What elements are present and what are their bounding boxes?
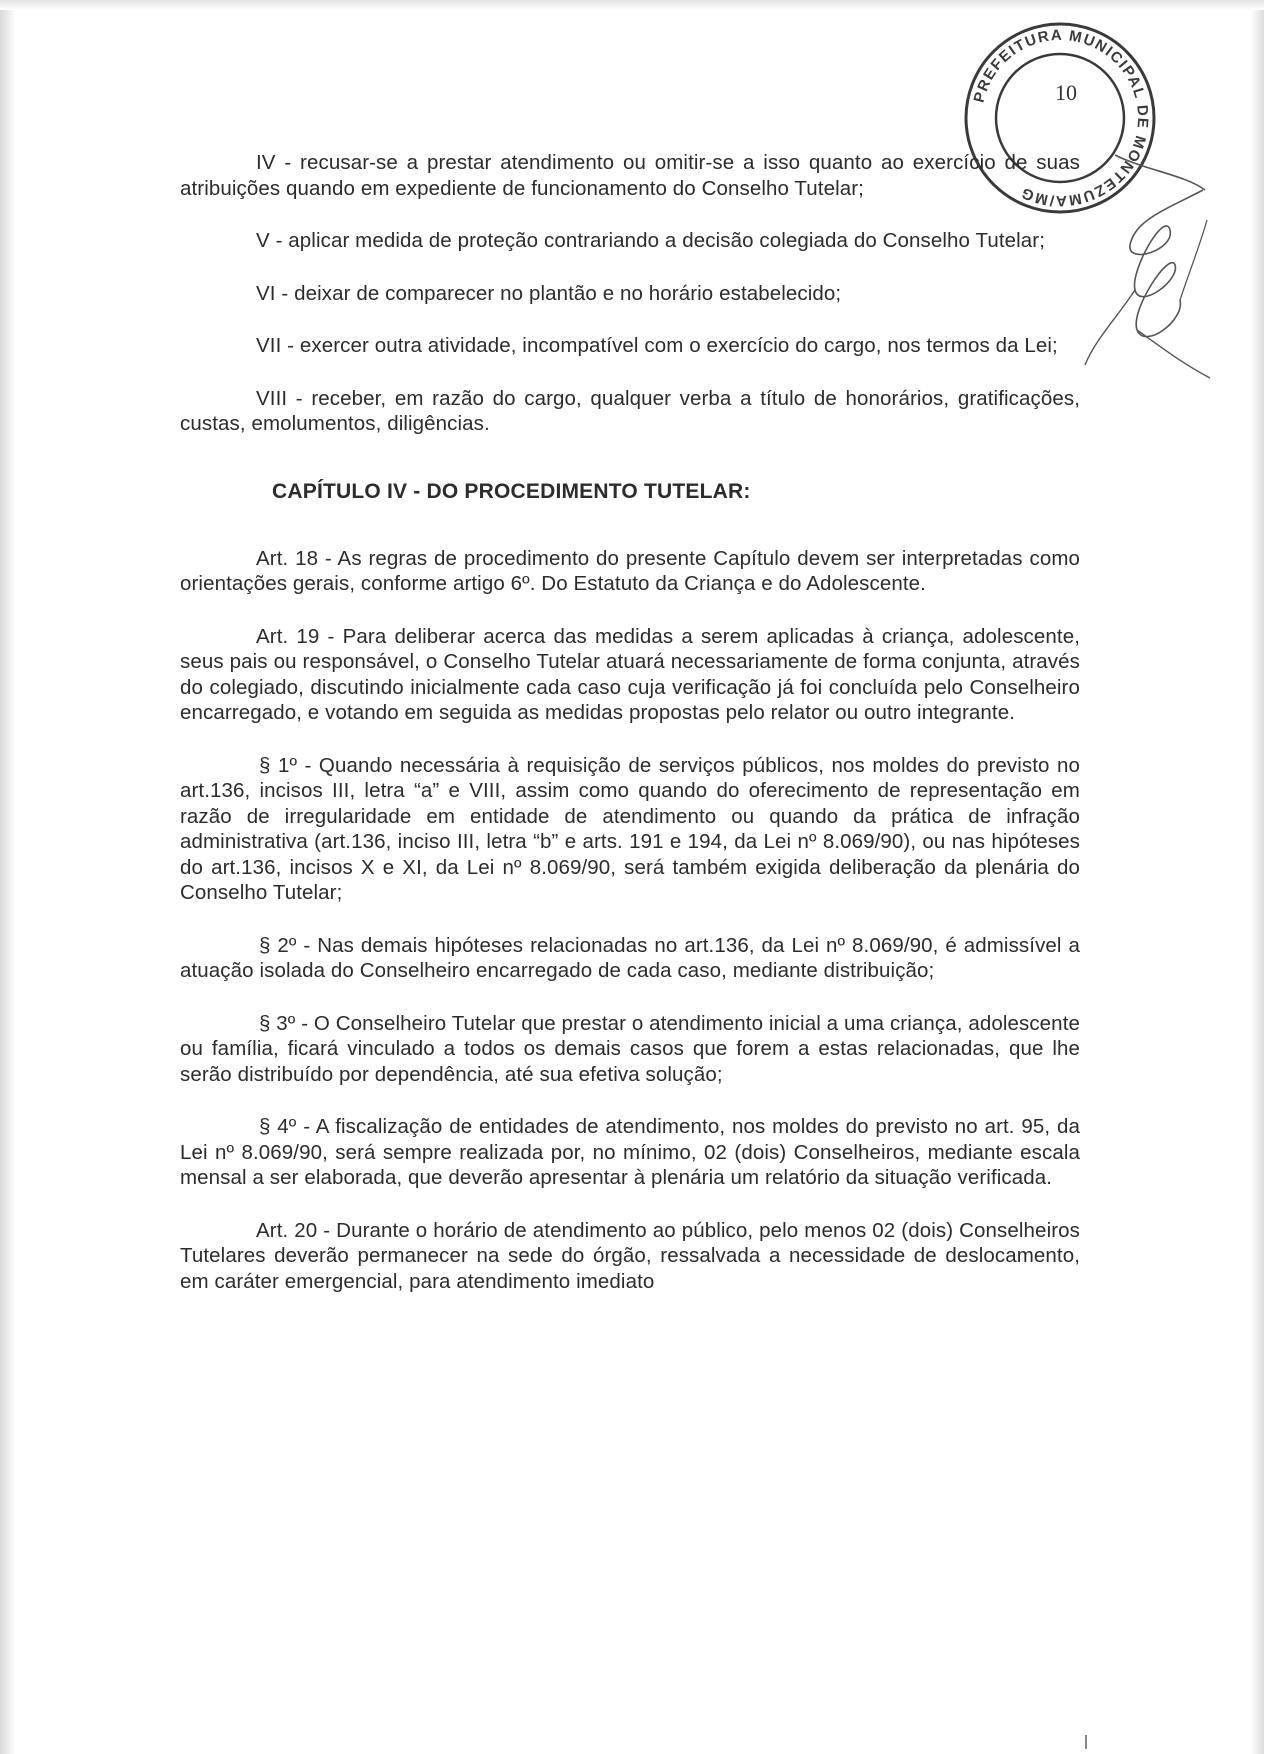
paragraph-section-2: § 2º - Nas demais hipóteses relacionadas no art.136, da Lei nº 8.069/90, é admissível a atuação isolada do Conselheiro encarregado de cada caso, mediante distribuição; [180, 933, 1080, 982]
scan-edge-right [1250, 0, 1264, 1754]
paragraph-inciso-vi: VI - deixar de comparecer no plantão e no horário estabelecido; [256, 281, 842, 305]
paragraph-inciso-vii: VII - exercer outra atividade, incompatível com o exercício do cargo, nos termos da Lei; [256, 334, 1058, 357]
paragraph-inciso-iv: IV - recusar-se a prestar atendimento ou omitir-se a isso quanto ao exercício de suas atribuições quando em expediente de funcionamento do Conselho Tutelar; [180, 151, 1080, 200]
page-number: 10 [1055, 80, 1077, 105]
document-body [180, 150, 1080, 1294]
signature-rubric [1075, 150, 1215, 380]
paragraph-art-19: Art. 19 - Para deliberar acerca das medidas a serem aplicadas à criança, adolescente, seus pais ou responsável, o Conselho Tutelar atuará necessariamente de forma conjunta, através do colegiado, discutindo inicialmente cada caso cuja verificação já foi concluída pelo Conselheiro encarregado, e votando em seguida as medidas propostas pelo relator ou outro integrante. [180, 624, 1080, 724]
scan-edge-left [0, 0, 16, 1754]
paragraph-section-1: § 1º - Quando necessária à requisição de serviços públicos, nos moldes do previsto no art.136, incisos III, letra “a” e VIII, assim como quando do oferecimento de representação em razão de irregularidade em entidade de atendimento ou quando da prática de infração administrativa (art.136, inciso III, letra “b” e arts. 191 e 194, da Lei nº 8.069/90), ou nas hipóteses do art.136, incisos X e XI, da Lei nº 8.069/90, será também exigida deliberação da plenária do Conselho Tutelar; [180, 753, 1080, 904]
scan-edge-mark [1085, 1735, 1087, 1749]
scan-edge-top [0, 0, 1264, 10]
paragraph-section-4: § 4º - A fiscalização de entidades de atendimento, nos moldes do previsto no art. 95, da Lei nº 8.069/90, será sempre realizada por, no mínimo, 02 (dois) Conselheiros, mediante escala mensal a ser elaborada, que deverão apresentar à plenária um relatório da situação verificada. [180, 1115, 1080, 1189]
stamp-ring-text: PREFEITURA MUNICIPAL DE MONTEZUMA/MG [970, 26, 1152, 210]
chapter-heading: CAPÍTULO IV - DO PROCEDIMENTO TUTELAR: [272, 479, 751, 503]
paragraph-art-20: Art. 20 - Durante o horário de atendimento ao público, pelo menos 02 (dois) Conselheiros Tutelares deverão permanecer na sede do órgão, ressalvada a necessidade de deslocamento, em caráter emergencial, para atendimento imediato [180, 1218, 1080, 1293]
paragraph-inciso-viii: VIII - receber, em razão do cargo, qualquer verba a título de honorários, gratificações, custas, emolumentos, diligências. [180, 386, 1080, 435]
paragraph-inciso-v: V - aplicar medida de proteção contrariando a decisão colegiada do Conselho Tutelar; [256, 229, 1046, 252]
paragraph-art-18: Art. 18 - As regras de procedimento do presente Capítulo devem ser interpretadas como orientações gerais, conforme artigo 6º. Do Estatuto da Criança e do Adolescente. [180, 546, 1080, 595]
paragraph-section-3: § 3º - O Conselheiro Tutelar que prestar o atendimento inicial a uma criança, adolescente ou família, ficará vinculado a todos os demais casos que forem a estas relacionadas, que lhe serão distribuído por dependência, até sua efetiva solução; [180, 1011, 1080, 1086]
